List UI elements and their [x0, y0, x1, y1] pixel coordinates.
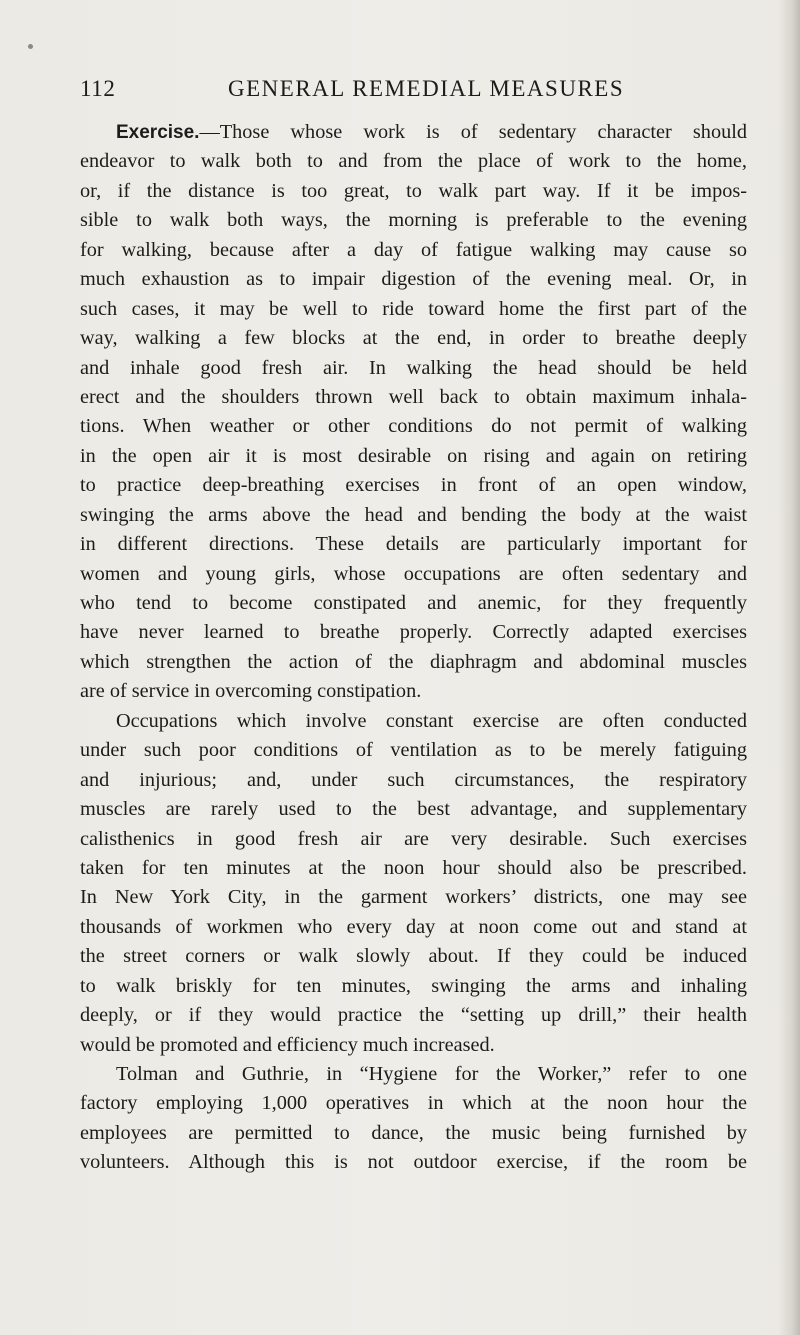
text-line-17: who tend to become constipated and anemic, for they frequently	[80, 592, 747, 614]
text-line-4: sible to walk both ways, the morning is preferable to the evening	[80, 209, 747, 232]
text-line-12: in the open air it is most desirable on rising and again on retiring	[80, 444, 747, 467]
text-line-26: taken for ten minutes at the noon hour should also be prescribed.	[80, 856, 747, 879]
text-line-11: tions. When weather or other conditions do not permit of walking	[80, 415, 747, 438]
text-line-29: the street corners or walk slowly about. If they could be induced	[80, 945, 747, 968]
text-line-33: Tolman and Guthrie, in “Hygiene for the Worker,” refer to one	[116, 1063, 747, 1085]
text-line-23: and injurious; and, under such circumstances, the respiratory	[80, 768, 747, 791]
text-line-18: have never learned to breathe properly. Correctly adapted exercises	[80, 621, 747, 644]
text-line-2: endeavor to walk both to and from the place of work to the home,	[80, 150, 747, 173]
text-line-22: under such poor conditions of ventilation as to be merely fatiguing	[80, 739, 747, 762]
text-line-3: or, if the distance is too great, to walk part way. If it be impos-	[80, 179, 747, 202]
text-line-5: for walking, because after a day of fatigue walking may cause so	[80, 238, 747, 261]
text-line-21: Occupations which involve constant exercise are often conducted	[116, 709, 747, 732]
text-line-28: thousands of workmen who every day at noon come out and stand at	[80, 915, 747, 938]
text-line-31: deeply, or if they would practice the “setting up drill,” their health	[80, 1004, 747, 1027]
page-edge-shadow	[778, 0, 800, 1335]
text-line-25: calisthenics in good fresh air are very desirable. Such exercises	[80, 827, 747, 850]
text-line-6: much exhaustion as to impair digestion of the evening meal. Or, in	[80, 268, 747, 291]
running-head	[0, 76, 800, 106]
text-line-27: In New York City, in the garment workers’ districts, one may see	[80, 886, 747, 909]
text-line-10: erect and the shoulders thrown well back to obtain maximum inhala-	[80, 385, 747, 408]
text-line-7: such cases, it may be well to ride toward home the first part of the	[80, 297, 747, 320]
page-number: 112	[80, 76, 116, 101]
text-line-34: factory employing 1,000 operatives in which at the noon hour the	[80, 1092, 747, 1115]
text-line-30: to walk briskly for ten minutes, swinging the arms and inhaling	[80, 974, 747, 997]
text-line-13: to practice deep-breathing exercises in front of an open window,	[80, 474, 747, 497]
text-line-20: are of service in overcoming constipation.	[80, 680, 422, 703]
text-line-9: and inhale good fresh air. In walking the head should be held	[80, 356, 747, 379]
text-line-16: women and young girls, whose occupations are often sedentary and	[80, 562, 747, 585]
body-text	[80, 118, 747, 1178]
text-line-36: volunteers. Although this is not outdoor exercise, if the room be	[80, 1151, 747, 1174]
section-heading: Exercise.	[116, 122, 200, 143]
text-line-14: swinging the arms above the head and bending the body at the waist	[80, 503, 747, 526]
text-line-19: which strengthen the action of the diaphragm and abdominal muscles	[80, 650, 747, 673]
page-speck	[28, 44, 33, 49]
text-line-8: way, walking a few blocks at the end, in order to breathe deeply	[80, 327, 747, 350]
text-line-35: employees are permitted to dance, the music being furnished by	[80, 1121, 747, 1144]
text-line-1: Exercise.—Those whose work is of sedentary character should	[116, 121, 747, 143]
running-head-title: GENERAL REMEDIAL MEASURES	[228, 76, 625, 101]
text-line-24: muscles are rarely used to the best advantage, and supplementary	[80, 798, 747, 821]
text-line-15: in different directions. These details are particularly important for	[80, 533, 747, 556]
text-line-32: would be promoted and efficiency much increased.	[80, 1033, 495, 1056]
